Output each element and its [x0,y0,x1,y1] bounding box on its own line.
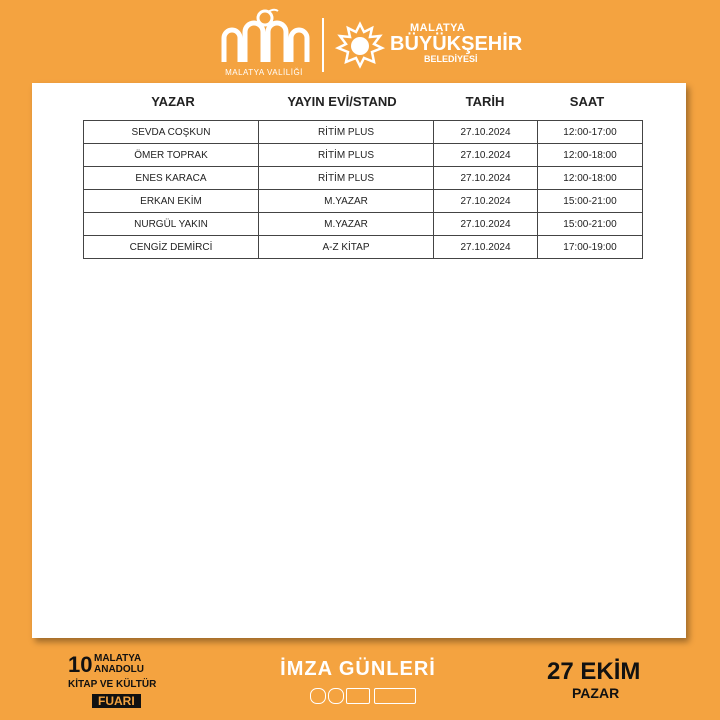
column-headers [32,83,686,121]
sponsor-logo-3 [346,688,370,704]
fair-number: 10 [68,652,93,677]
book-fair-logo [64,652,184,714]
table-row [84,121,643,144]
buyuksehir-line2: BÜYÜKŞEHİR [390,33,523,55]
date-cell: 27.10.2024 [434,144,538,167]
col-header-date: TARİH [465,94,505,109]
sponsor-logo-1 [310,688,326,704]
author-cell: ÖMER TOPRAK [84,144,259,167]
header-divider [322,18,324,72]
event-date: 27 EKİM [547,658,641,685]
col-header-time: SAAT [569,94,605,109]
author-cell: NURGÜL YAKIN [84,213,259,236]
publisher-cell: M.YAZAR [259,213,434,236]
time-cell: 12:00-18:00 [538,144,643,167]
table-row [84,144,643,167]
date-cell: 27.10.2024 [434,121,538,144]
publisher-cell: RİTİM PLUS [259,167,434,190]
publisher-cell: RİTİM PLUS [259,144,434,167]
author-cell: SEVDA COŞKUN [84,121,259,144]
valilik-emblem-icon [218,8,310,66]
date-cell: 27.10.2024 [434,213,538,236]
table-row [84,236,643,259]
time-cell: 12:00-17:00 [538,121,643,144]
sponsor-logo-4 [374,688,416,704]
col-header-publisher: YAYIN EVİ/STAND [287,94,397,109]
table-row [84,190,643,213]
buyuksehir-line3: BELEDİYESİ [424,54,478,64]
sponsor-logos [310,688,420,706]
malatya-valiligi-logo [214,8,314,78]
buyuksehir-line1: MALATYA [410,22,466,34]
fair-line-4: FUARI [92,694,141,708]
author-cell: ENES KARACA [84,167,259,190]
time-cell: 15:00-21:00 [538,190,643,213]
publisher-cell: A-Z KİTAP [259,236,434,259]
publisher-cell: M.YAZAR [259,190,434,213]
signing-schedule-table [83,120,643,259]
valilik-text: MALATYA VALİLİĞİ [225,68,303,77]
date-cell: 27.10.2024 [434,236,538,259]
fair-line-1: MALATYA [94,653,142,664]
table-row [84,167,643,190]
time-cell: 15:00-21:00 [538,213,643,236]
buyuksehir-emblem-icon [334,20,386,70]
sponsor-logo-2 [328,688,344,704]
date-cell: 27.10.2024 [434,190,538,213]
time-cell: 17:00-19:00 [538,236,643,259]
footer [0,640,720,720]
author-cell: ERKAN EKİM [84,190,259,213]
table-row [84,213,643,236]
publisher-cell: RİTİM PLUS [259,121,434,144]
fair-line-3: KİTAP VE KÜLTÜR [68,679,157,690]
date-cell: 27.10.2024 [434,167,538,190]
schedule-panel [32,83,686,638]
event-title: İMZA GÜNLERİ [280,658,436,680]
time-cell: 12:00-18:00 [538,167,643,190]
fair-line-2: ANADOLU [94,664,144,675]
author-cell: CENGİZ DEMİRCİ [84,236,259,259]
buyuksehir-logo-text [390,22,522,64]
col-header-author: YAZAR [151,94,195,109]
event-weekday: PAZAR [572,685,620,701]
header [0,0,720,82]
